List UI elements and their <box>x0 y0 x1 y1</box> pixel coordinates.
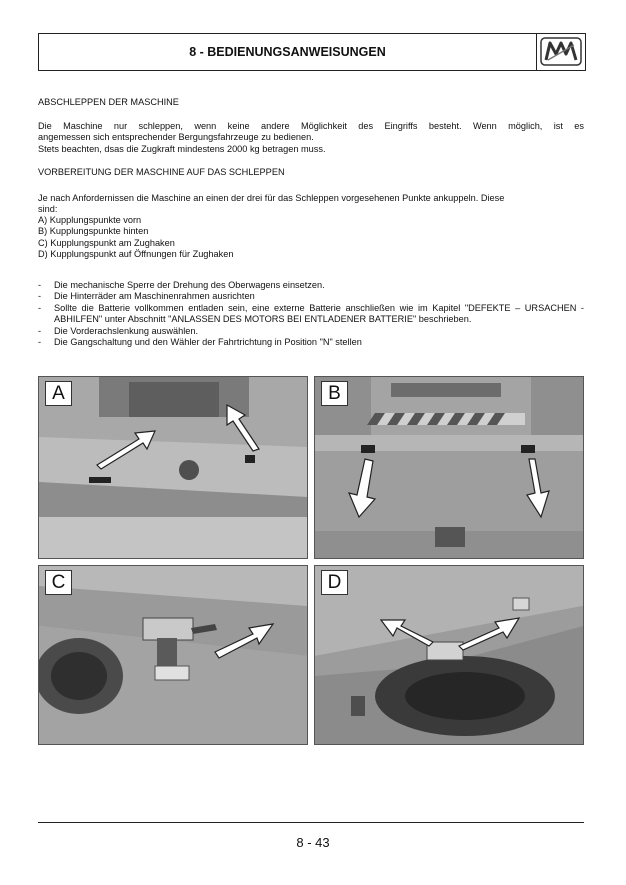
chapter-header <box>38 33 586 71</box>
towing-paragraph-line: Die Maschine nur schleppen, wenn keine andere Möglichkeit des Eingriffs besteht. Wenn möglich, ist es <box>38 121 584 131</box>
step-item: - Die Gangschaltung und den Wähler der Fahrtrichtung in Position "N" stellen <box>38 337 584 348</box>
photo-d-image <box>315 566 583 744</box>
towing-point-item: B) Kupplungspunkte hinten <box>38 226 149 237</box>
photo-b-image <box>315 377 583 558</box>
towing-paragraph <box>38 121 584 155</box>
photo-front-towing-points <box>38 376 308 559</box>
step-item: - Die Hinterräder am Maschinenrahmen ausrichten <box>38 291 584 302</box>
photo-label: B <box>321 381 348 406</box>
towing-paragraph-line: angemessen sich entsprechender Bergungsfahrzeuge zu bedienen. <box>38 132 314 143</box>
step-item: - Die Vorderachslenkung auswählen. <box>38 326 584 337</box>
photo-label: D <box>321 570 348 595</box>
towing-paragraph-line: Stets beachten, dsas die Zugkraft mindestens 2000 kg betragen muss. <box>38 143 326 154</box>
preparation-intro <box>38 193 584 216</box>
towing-points-list <box>38 215 584 261</box>
chapter-title: 8 - BEDIENUNGSANWEISUNGEN <box>39 34 537 70</box>
preparation-intro-line: sind: <box>38 204 58 215</box>
section-title-towing: ABSCHLEPPEN DER MASCHINE <box>38 97 179 107</box>
photo-c-image <box>39 566 307 744</box>
towing-point-item: A) Kupplungspunkte vorn <box>38 215 142 225</box>
photo-label: C <box>45 570 72 595</box>
photo-label: A <box>45 381 72 406</box>
photo-rear-towing-points <box>314 376 584 559</box>
photo-a-image <box>39 377 307 558</box>
footer-divider <box>38 822 584 823</box>
towing-point-item: D) Kupplungspunkt auf Öffnungen für Zughaken <box>38 249 234 260</box>
section-title-preparation: VORBEREITUNG DER MASCHINE AUF DAS SCHLEPPEN <box>38 167 285 177</box>
step-item: - Sollte die Batterie vollkommen entladen sein, eine externe Batterie anschließen wie im Kapitel "DEFEKTE – URSACHEN - ABHILFEN" unter Abschnitt "ANLASSEN DES MOTORS BEI ENTLADENER BATTERIE" beschrieben. <box>38 303 584 326</box>
towing-point-item: C) Kupplungspunkt am Zughaken <box>38 237 175 248</box>
photo-tow-hook-point <box>38 565 308 745</box>
preparation-intro-line: Je nach Anfordernissen die Maschine an einen der drei für das Schleppen vorgesehenen Punkte ankuppeln. Diese <box>38 193 505 203</box>
photo-tow-hook-openings <box>314 565 584 745</box>
step-item: - Die mechanische Sperre der Drehung des Oberwagens einsetzen. <box>38 280 584 291</box>
manufacturer-logo-icon <box>540 37 582 66</box>
preparation-steps <box>38 280 584 348</box>
page-number: 8 - 43 <box>296 835 330 850</box>
